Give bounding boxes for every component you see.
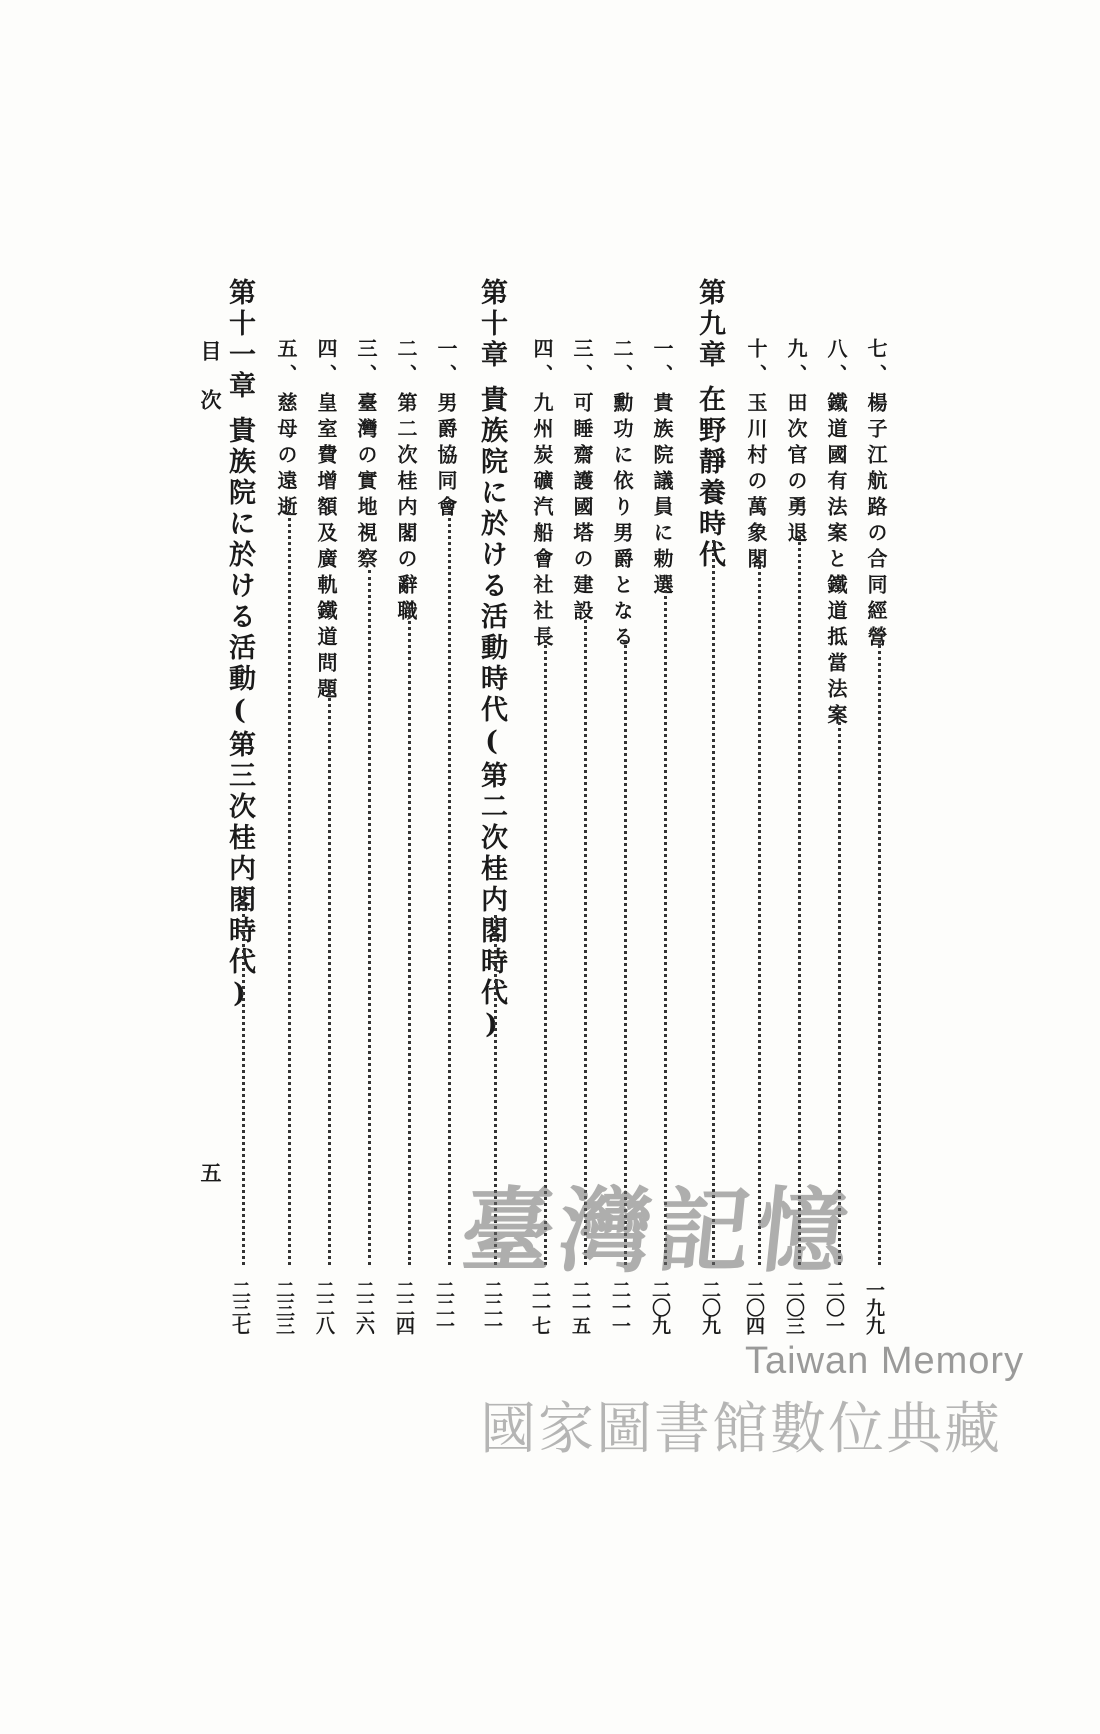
dot-leader	[584, 620, 587, 1265]
dot-leader	[408, 610, 411, 1265]
toc-entry-9-1[interactable]	[652, 338, 672, 600]
folio-number: 五	[198, 1162, 223, 1183]
toc-chapter-9[interactable]	[696, 278, 723, 571]
page-number: 二二一	[433, 1280, 455, 1334]
toc-entry-text: 十、玉川村の萬象閣	[744, 338, 768, 574]
dot-leader	[758, 560, 761, 1265]
toc-entry-10-2[interactable]	[396, 338, 416, 626]
toc-chapter-text: 第十章貴族院に於ける活動時代(第二次桂内閣時代)	[476, 278, 507, 1044]
dot-leader	[544, 640, 547, 1265]
toc-entry-text: 三、可睡齋護國塔の建設	[570, 338, 594, 626]
dot-leader	[798, 530, 801, 1265]
toc-entry-10-4[interactable]	[316, 338, 336, 704]
dot-leader	[448, 500, 451, 1265]
page-number: 二二八	[313, 1280, 335, 1334]
watermark-library: 國家圖書館數位典藏	[480, 1397, 1002, 1462]
page-number: 二二四	[393, 1280, 415, 1334]
page-number: 二〇九	[699, 1280, 721, 1334]
toc-entry-text: 二、勳功に依り男爵となる	[610, 338, 634, 652]
toc-entry-text: 八、鐵道國有法案と鐵道抵當法案	[824, 338, 848, 730]
toc-entry-text: 五、慈母の遠逝	[274, 338, 298, 522]
toc-entry-9[interactable]	[786, 338, 806, 548]
page-number: 二〇九	[649, 1280, 671, 1334]
dot-leader	[368, 570, 371, 1265]
dot-leader	[288, 500, 291, 1265]
dot-leader	[878, 640, 881, 1265]
dot-leader	[624, 640, 627, 1265]
toc-entry-text: 二、第二次桂内閣の辭職	[394, 338, 418, 626]
toc-entry-10-5[interactable]	[276, 338, 296, 522]
toc-entry-9-3[interactable]	[572, 338, 592, 626]
dot-leader	[712, 540, 715, 1265]
running-header-section: 目次	[198, 340, 223, 438]
toc-entry-text: 七、楊子江航路の合同經營	[864, 338, 888, 652]
dot-leader	[664, 590, 667, 1265]
toc-entry-text: 四、皇室費增額及廣軌鐵道問題	[314, 338, 338, 704]
page-number: 二〇一	[823, 1280, 845, 1334]
toc-entry-text: 三、臺灣の實地視察	[354, 338, 378, 574]
page-number: 二一七	[529, 1280, 551, 1334]
page-number: 二一五	[569, 1280, 591, 1334]
toc-entry-10-3[interactable]	[356, 338, 376, 574]
page-number: 二二一	[481, 1280, 503, 1334]
page-number: 二〇四	[743, 1280, 765, 1334]
toc-entry-text: 一、貴族院議員に勅選	[650, 338, 674, 600]
page-number: 二三三	[273, 1280, 295, 1334]
toc-entry-text: 九、田次官の勇退	[784, 338, 808, 548]
toc-chapter-text: 第十一章貴族院に於ける活動(第三次桂内閣時代)	[224, 278, 255, 1013]
toc-entry-text: 四、九州炭礦汽船會社社長	[530, 338, 554, 652]
watermark-english: Taiwan Memory	[745, 1340, 1025, 1382]
toc-chapter-11[interactable]	[226, 278, 253, 1013]
dot-leader	[328, 680, 331, 1265]
page-number: 二二六	[353, 1280, 375, 1334]
toc-chapter-10[interactable]	[478, 278, 505, 1044]
toc-chapter-text: 第九章在野靜養時代	[694, 278, 725, 571]
toc-entry-9-2[interactable]	[612, 338, 632, 652]
toc-entry-8[interactable]	[826, 338, 846, 730]
toc-entry-9-4[interactable]	[532, 338, 552, 652]
toc-entry-7[interactable]	[866, 338, 886, 652]
watermark-logo: 臺灣記憶	[456, 1177, 860, 1285]
page-number: 二三七	[229, 1280, 251, 1334]
dot-leader	[242, 890, 245, 1265]
page-number: 一九九	[863, 1280, 885, 1334]
page-number: 二〇三	[783, 1280, 805, 1334]
page-number: 二一一	[609, 1280, 631, 1334]
toc-entry-10[interactable]	[746, 338, 766, 574]
toc-entry-10-1[interactable]	[436, 338, 456, 522]
toc-entry-text: 一、男爵協同會	[434, 338, 458, 522]
